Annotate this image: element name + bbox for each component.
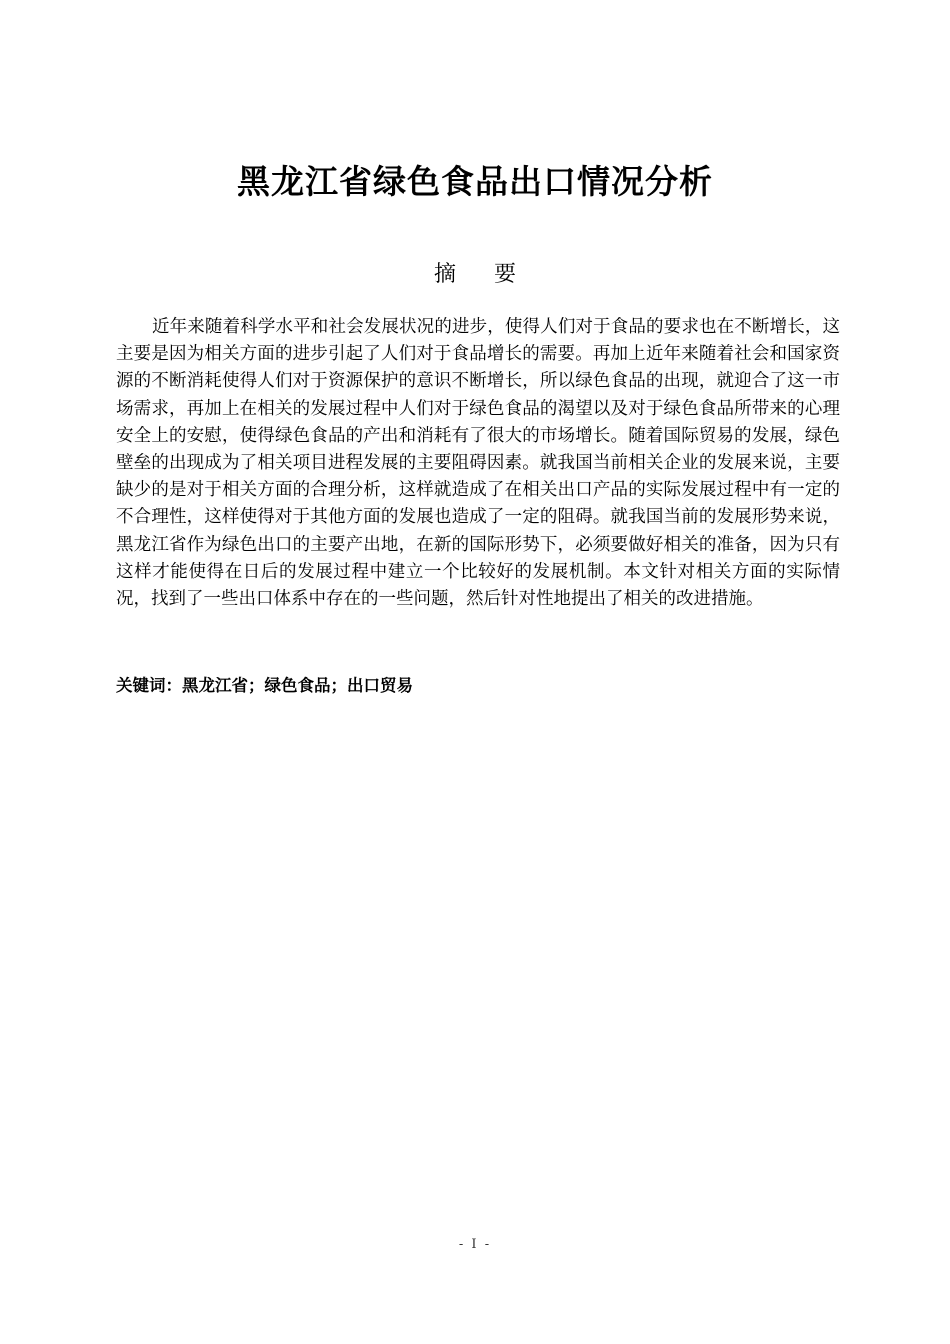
keywords-line: 关键词：黑龙江省；绿色食品；出口贸易 — [116, 676, 413, 695]
abstract-heading: 摘要 — [433, 262, 554, 287]
page-title: 黑龙江省绿色食品出口情况分析 — [237, 162, 713, 201]
page-number: - I - — [458, 1237, 492, 1252]
abstract-body: 近年来随着科学水平和社会发展状况的进步，使得人们对于食品的要求也在不断增长，这主要是因为相关方面的进步引起了人们对于食品增长的需要。再加上近年来随着社会和国家资源的不断消耗使得人们对于资源保护的意识不断增长，所以绿色食品的出现，就迎合了这一市场需求，再加上在相关的发展过程中人们对于绿色食品的渴望以及对于绿色食品所带来的心理安全上的安慰，使得绿色食品的产出和消耗有了很大的市场增长。随着国际贸易的发展，绿色壁垒的出现成为了相关项目进程发展的主要阻碍因素。就我国当前相关企业的发展来说，主要缺少的是对于相关方面的合理分析，这样就造成了在相关出口产品的实际发展过程中有一定的不合理性，这样使得对于其他方面的发展也造成了一定的阻碍。就我国当前的发展形势来说，黑龙江省作为绿色出口的主要产出地，在新的国际形势下，必须要做好相关的准备，因为只有这样才能使得在日后的发展过程中建立一个比较好的发展机制。本文针对相关方面的实际情况，找到了一些出口体系中存在的一些问题，然后针对性地提出了相关的改进措施。 — [116, 317, 840, 610]
